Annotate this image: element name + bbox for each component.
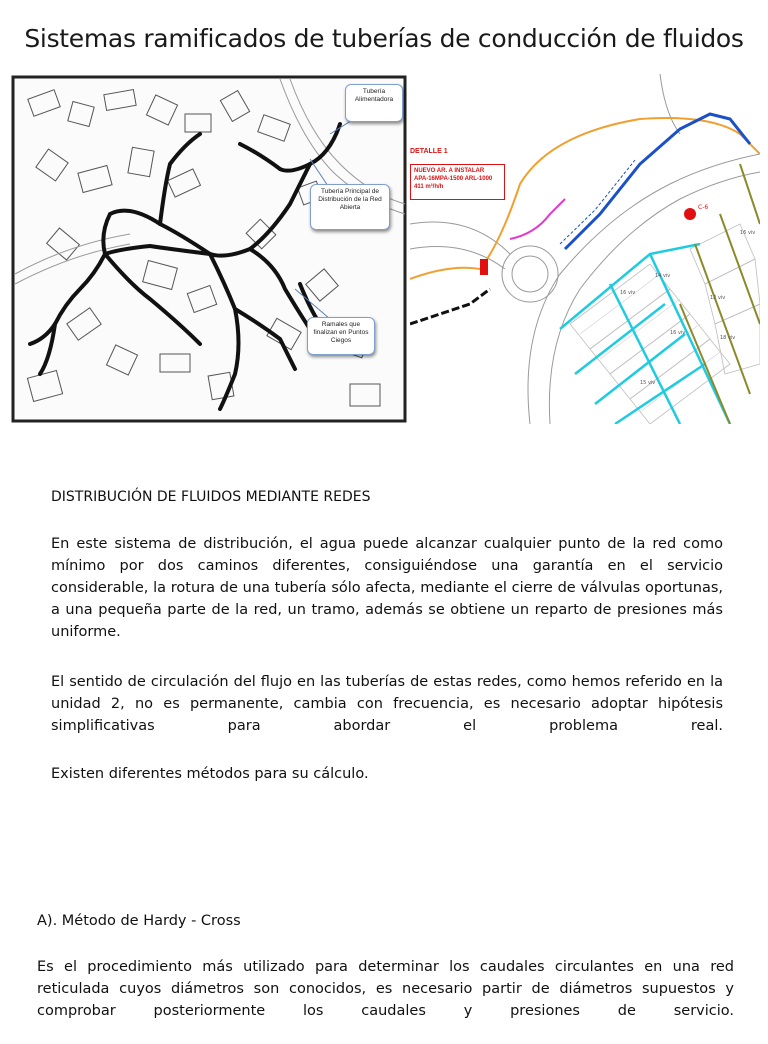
svg-text:14 viv: 14 viv [655,273,671,279]
detail-line-1: NUEVO AR. A INSTALAR [414,168,485,174]
method-paragraph: Es el procedimiento más utilizado para determinar los caudales circulantes en una red reticulada cuyos diámetros son conocidos, es necesario partir de diámetros supuestos y comprobar posteriormente los caudales y presiones de servicio. [37,959,734,1019]
svg-text:12 viv: 12 viv [710,295,726,301]
svg-text:18 viv: 18 viv [720,335,736,341]
plan-drawing [410,74,760,424]
svg-text:16 viv: 16 viv [620,290,636,296]
method-heading: A). Método de Hardy - Cross [37,913,241,929]
paragraph-flow-direction: El sentido de circulación del flujo en las tuberías de estas redes, como hemos referido en la unidad 2, no es permanente, cambia con frecuencia, es necesario adoptar hipótesis simplificativas para abordar el problema real. [51,674,723,734]
detail-title: DETALLE 1 [410,148,448,155]
svg-text:16 viv: 16 viv [740,230,756,236]
label-branches: Ramales que finalizan en Puntos Ciegos [307,317,375,355]
detail-line-2: APA-16MPA-1500 ARL-1000 [414,176,493,182]
branched-network-map [10,74,408,424]
detail-line-3: 411 m³/h/h [414,184,444,190]
label-feed-pipe: Tubería Alimentadora [345,84,403,122]
looped-network-plan [410,74,760,424]
plan-point-label: C-6 [698,204,709,211]
label-main-pipe: Tubería Principal de Distribución de la Red Abierta [310,184,390,230]
paragraph-redundancy: En este sistema de distribución, el agua puede alcanzar cualquier punto de la red como mínimo por dos caminos diferentes, consiguiéndose una garantía en el servicio considerable, la rotura de una tubería sólo afecta, mediante el cierre de válvulas oportunas, a una pequeña parte de la red, un tramo, además se obtiene un reparto de presiones más uniforme. [51,536,723,640]
network-figure [10,74,760,424]
svg-text:16 viv: 16 viv [670,330,686,336]
paragraph-methods: Existen diferentes métodos para su cálculo. [51,766,369,782]
detail-box [410,164,505,200]
section-heading: DISTRIBUCIÓN DE FLUIDOS MEDIANTE REDES [51,489,371,505]
svg-text:15 viv: 15 viv [640,380,656,386]
street-map-drawing [10,74,408,424]
page-title: Sistemas ramificados de tuberías de conducción de fluidos [24,24,744,53]
